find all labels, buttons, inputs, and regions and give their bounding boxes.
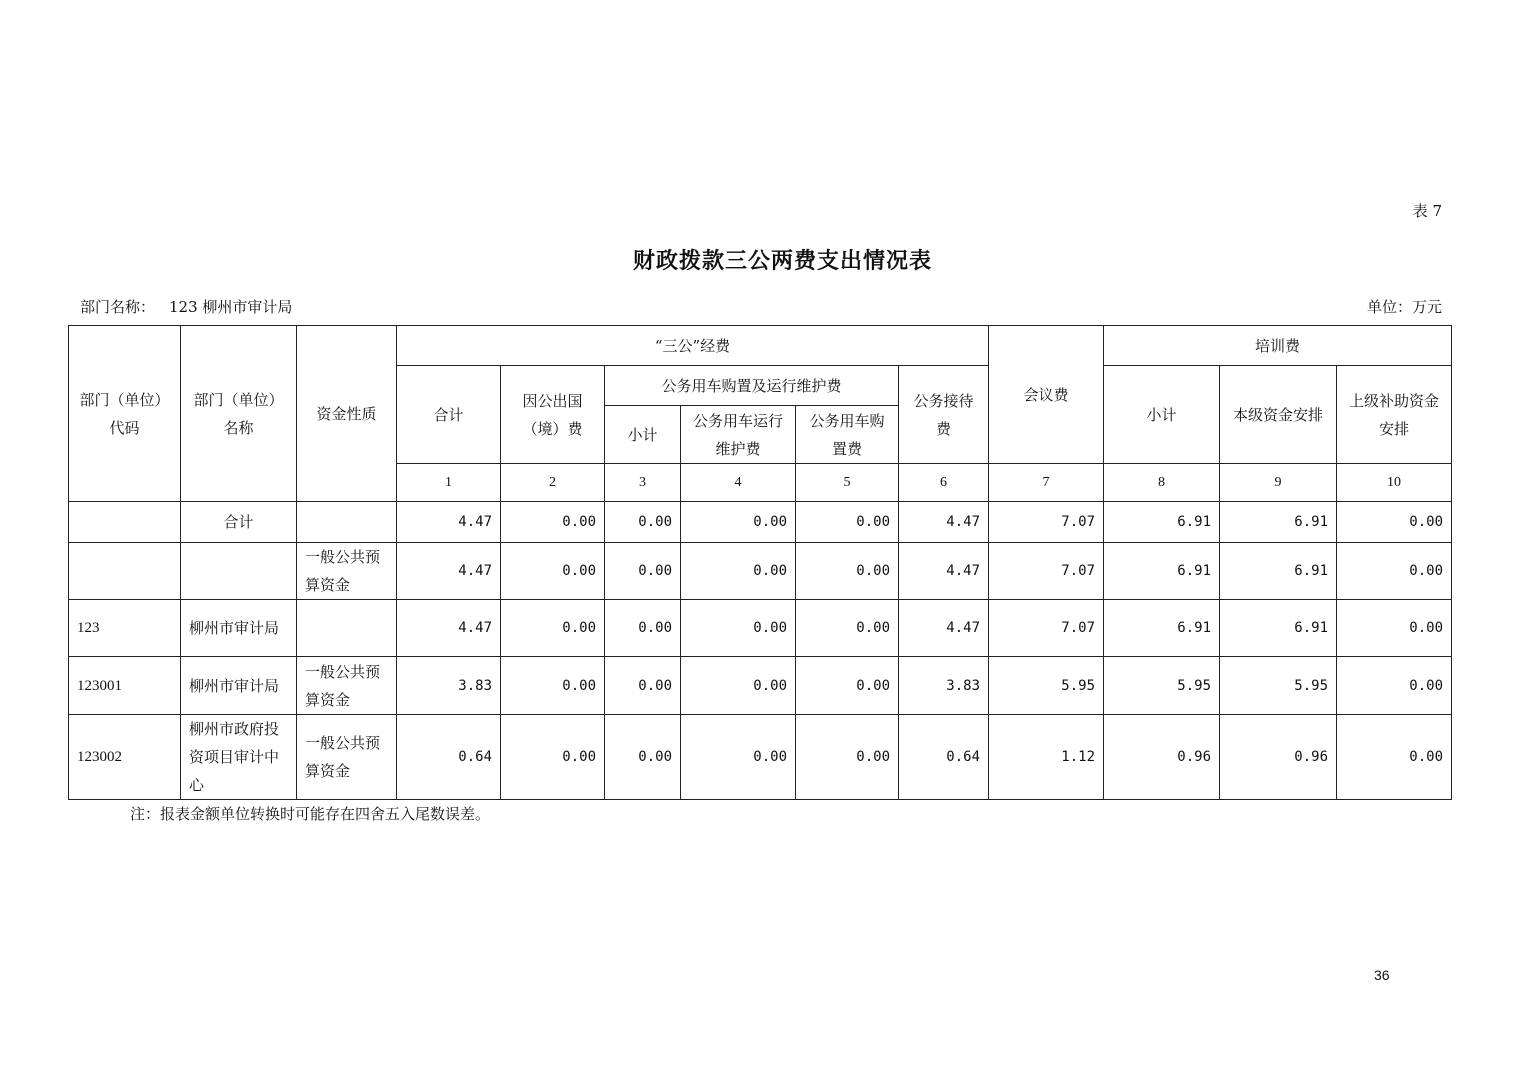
cell-value: 0.00 — [1337, 657, 1452, 715]
cell-code: 123001 — [69, 657, 181, 715]
header-vehicle-subtotal: 小计 — [605, 406, 681, 464]
cell-value: 0.00 — [681, 657, 796, 715]
cell-fund: 一般公共预算资金 — [297, 657, 397, 715]
footnote: 注：报表金额单位转换时可能存在四舍五入尾数误差。 — [130, 805, 491, 823]
cell-value: 6.91 — [1220, 543, 1337, 600]
header-meeting: 会议费 — [989, 326, 1104, 464]
header-training-local: 本级资金安排 — [1220, 366, 1337, 464]
column-number: 8 — [1104, 464, 1220, 502]
cell-code: 123 — [69, 600, 181, 657]
column-number: 2 — [501, 464, 605, 502]
column-number: 7 — [989, 464, 1104, 502]
column-number: 3 — [605, 464, 681, 502]
cell-value: 0.00 — [796, 657, 899, 715]
cell-value: 0.00 — [605, 657, 681, 715]
cell-value: 1.12 — [989, 715, 1104, 800]
cell-value: 4.47 — [397, 600, 501, 657]
header-dept-name: 部门（单位）名称 — [181, 326, 297, 502]
header-training: 培训费 — [1104, 326, 1452, 366]
cell-value: 0.00 — [605, 600, 681, 657]
cell-value: 7.07 — [989, 600, 1104, 657]
department-line — [80, 296, 292, 317]
cell-value: 0.00 — [681, 715, 796, 800]
column-number: 4 — [681, 464, 796, 502]
cell-value: 5.95 — [1104, 657, 1220, 715]
cell-value: 0.00 — [501, 502, 605, 543]
cell-value: 0.00 — [681, 502, 796, 543]
cell-code — [69, 543, 181, 600]
cell-value: 4.47 — [899, 543, 989, 600]
cell-value: 5.95 — [989, 657, 1104, 715]
cell-value: 3.83 — [397, 657, 501, 715]
cell-value: 0.00 — [796, 715, 899, 800]
cell-value: 0.00 — [1337, 715, 1452, 800]
cell-code: 123002 — [69, 715, 181, 800]
cell-value: 0.00 — [605, 543, 681, 600]
cell-value: 4.47 — [397, 502, 501, 543]
page-number: 36 — [1374, 967, 1390, 983]
department-value: 123 柳州市审计局 — [169, 298, 293, 316]
cell-name — [181, 543, 297, 600]
cell-code — [69, 502, 181, 543]
cell-fund: 一般公共预算资金 — [297, 543, 397, 600]
cell-value: 0.96 — [1220, 715, 1337, 800]
cell-value: 0.00 — [501, 715, 605, 800]
cell-fund — [297, 502, 397, 543]
header-dept-code: 部门（单位）代码 — [69, 326, 181, 502]
unit-label: 单位：万元 — [1366, 298, 1442, 316]
cell-fund — [297, 600, 397, 657]
cell-value: 0.00 — [796, 600, 899, 657]
column-number: 5 — [796, 464, 899, 502]
expenditure-table — [68, 325, 1452, 800]
cell-value: 4.47 — [899, 600, 989, 657]
header-training-subtotal: 小计 — [1104, 366, 1220, 464]
cell-value: 0.00 — [605, 715, 681, 800]
table-row — [69, 715, 1452, 800]
cell-value: 4.47 — [397, 543, 501, 600]
cell-value: 0.00 — [605, 502, 681, 543]
cell-value: 0.00 — [1337, 543, 1452, 600]
column-number: 10 — [1337, 464, 1452, 502]
header-vehicle-operation: 公务用车运行维护费 — [681, 406, 796, 464]
cell-value: 0.00 — [501, 543, 605, 600]
cell-value: 7.07 — [989, 543, 1104, 600]
department-label: 部门名称： — [80, 298, 156, 316]
header-san-gong: “三公”经费 — [397, 326, 989, 366]
cell-value: 6.91 — [1104, 502, 1220, 543]
cell-value: 0.64 — [397, 715, 501, 800]
cell-value: 0.64 — [899, 715, 989, 800]
cell-value: 6.91 — [1220, 502, 1337, 543]
header-training-superior: 上级补助资金安排 — [1337, 366, 1452, 464]
header-total: 合计 — [397, 366, 501, 464]
cell-value: 0.96 — [1104, 715, 1220, 800]
cell-value: 0.00 — [796, 543, 899, 600]
cell-name: 合计 — [181, 502, 297, 543]
cell-value: 6.91 — [1104, 600, 1220, 657]
table-row — [69, 543, 1452, 600]
cell-value: 7.07 — [989, 502, 1104, 543]
cell-name: 柳州市政府投资项目审计中心 — [181, 715, 297, 800]
table-row — [69, 657, 1452, 715]
column-number: 6 — [899, 464, 989, 502]
cell-value: 0.00 — [1337, 600, 1452, 657]
cell-fund: 一般公共预算资金 — [297, 715, 397, 800]
table-number: 表 7 — [1412, 202, 1442, 220]
cell-value: 0.00 — [681, 600, 796, 657]
cell-value: 0.00 — [501, 657, 605, 715]
cell-value: 0.00 — [1337, 502, 1452, 543]
cell-value: 0.00 — [796, 502, 899, 543]
header-fund-nature: 资金性质 — [297, 326, 397, 502]
column-number: 1 — [397, 464, 501, 502]
table-row — [69, 502, 1452, 543]
column-number: 9 — [1220, 464, 1337, 502]
header-reception: 公务接待费 — [899, 366, 989, 464]
cell-value: 6.91 — [1220, 600, 1337, 657]
cell-value: 0.00 — [681, 543, 796, 600]
header-abroad: 因公出国（境）费 — [501, 366, 605, 464]
cell-name: 柳州市审计局 — [181, 657, 297, 715]
cell-value: 0.00 — [501, 600, 605, 657]
header-vehicle-purchase: 公务用车购置费 — [796, 406, 899, 464]
cell-value: 4.47 — [899, 502, 989, 543]
page-title: 财政拨款三公两费支出情况表 — [632, 248, 932, 274]
table-row — [69, 600, 1452, 657]
cell-value: 3.83 — [899, 657, 989, 715]
cell-value: 6.91 — [1104, 543, 1220, 600]
cell-value: 5.95 — [1220, 657, 1337, 715]
header-vehicle: 公务用车购置及运行维护费 — [605, 366, 899, 406]
cell-name: 柳州市审计局 — [181, 600, 297, 657]
